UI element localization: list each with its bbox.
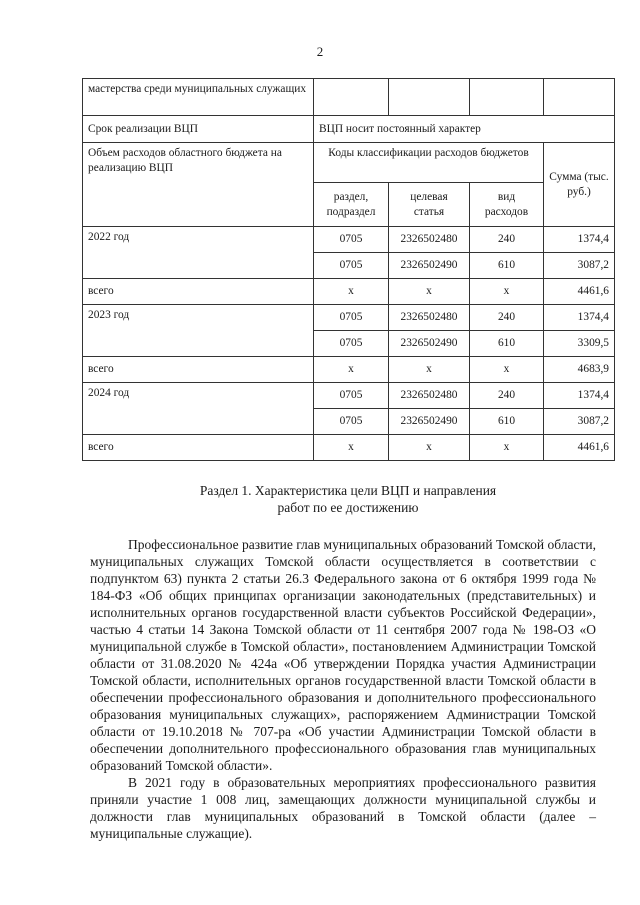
paragraph-text: Профессиональное развитие глав муниципальных образований Томской области, муниципальных служащих Томской области осуществляется в соответствии с подпунктом 63) пункта 2 статьи 26.3 Федерального закона от 6 октября 1999 года № 184-ФЗ «Об общих принципах организации законодательных (представительных) и исполнительных органов государственной власти субъектов Российской Федерации», частью 4 статьи 14 Закона Томской области от 11 сентября 2007 года № 198-ОЗ «О муниципальной службе в Томской области», постановлением Администрации Томской области от 31.08.2020 № 424а «Об утверждении Порядка участия Администрации Томской области, исполнительных органов государственной власти Томской области в обеспечении профессионального образования и дополнительного профессионального образования муниципальных служащих», распоряжением Администрации Томской области от 19.10.2018 № 707-ра «Об участии Администрации Томской области в обеспечении дополнительного профессионального образования глав муниципальных образований Томской области». xyxy=(90,537,596,773)
type-code: 240 xyxy=(470,227,544,253)
year-label: 2023 год xyxy=(83,305,314,357)
paragraph-text: В 2021 году в образовательных мероприятиях профессионального развития приняли участие 1 008 лиц, замещающих должности муниципальной службы и должности глав муниципальных образований в Томской области (далее – муниципальные служащие). xyxy=(90,775,596,841)
sum-value: 4461,6 xyxy=(544,435,615,461)
total-label: всего xyxy=(83,357,314,383)
target-code: 2326502480 xyxy=(389,305,470,331)
table-row xyxy=(83,227,615,253)
type-code: 240 xyxy=(470,305,544,331)
page-number: 2 xyxy=(316,44,324,59)
type-code: х xyxy=(470,435,544,461)
body-paragraph xyxy=(90,774,596,842)
table-row-term xyxy=(83,116,615,143)
continued-text: мастерства среди муниципальных служащих xyxy=(83,79,314,116)
table-row xyxy=(83,383,615,409)
section-code: 0705 xyxy=(314,409,389,435)
sum-value: 1374,4 xyxy=(544,305,615,331)
budget-table xyxy=(82,78,615,461)
type-code: 610 xyxy=(470,331,544,357)
section-code: 0705 xyxy=(314,383,389,409)
target-code: 2326502490 xyxy=(389,253,470,279)
volume-label: Объем расходов областного бюджета на реализацию ВЦП xyxy=(83,143,314,227)
sum-value: 1374,4 xyxy=(544,227,615,253)
table-row xyxy=(83,305,615,331)
section-code: 0705 xyxy=(314,227,389,253)
sum-value: 4461,6 xyxy=(544,279,615,305)
type-col-header: вид расходов xyxy=(470,183,544,227)
type-code: 240 xyxy=(470,383,544,409)
sum-value: 3309,5 xyxy=(544,331,615,357)
target-col-header: целевая статья xyxy=(389,183,470,227)
sum-value: 3087,2 xyxy=(544,253,615,279)
section-heading-line2: работ по ее достижению xyxy=(277,500,419,515)
codes-header: Коды классификации расходов бюджетов xyxy=(314,143,544,183)
sum-value: 4683,9 xyxy=(544,357,615,383)
year-label: 2024 год xyxy=(83,383,314,435)
sum-value: 1374,4 xyxy=(544,383,615,409)
target-code: х xyxy=(389,279,470,305)
section-heading-line1: Раздел 1. Характеристика цели ВЦП и направления xyxy=(199,483,497,498)
sum-value: 3087,2 xyxy=(544,409,615,435)
section-code: 0705 xyxy=(314,253,389,279)
sum-header: Сумма (тыс. руб.) xyxy=(544,143,615,227)
section-code: х xyxy=(314,279,389,305)
total-label: всего xyxy=(83,279,314,305)
section-code: х xyxy=(314,435,389,461)
type-code: х xyxy=(470,279,544,305)
target-code: 2326502480 xyxy=(389,383,470,409)
table-row-total xyxy=(83,279,615,305)
table-row-continued xyxy=(83,79,615,116)
section-code: х xyxy=(314,357,389,383)
table-row-total xyxy=(83,435,615,461)
type-code: 610 xyxy=(470,409,544,435)
year-label: 2022 год xyxy=(83,227,314,279)
total-label: всего xyxy=(83,435,314,461)
target-code: 2326502490 xyxy=(389,409,470,435)
table-header-row xyxy=(83,143,615,183)
table-row-total xyxy=(83,357,615,383)
body-paragraph xyxy=(90,536,596,774)
target-code: 2326502490 xyxy=(389,331,470,357)
section-code: 0705 xyxy=(314,305,389,331)
term-label: Срок реализации ВЦП xyxy=(83,116,314,143)
section-code: 0705 xyxy=(314,331,389,357)
target-code: 2326502480 xyxy=(389,227,470,253)
section-heading xyxy=(82,482,614,516)
target-code: х xyxy=(389,435,470,461)
type-code: х xyxy=(470,357,544,383)
section-col-header: раздел, подраздел xyxy=(314,183,389,227)
type-code: 610 xyxy=(470,253,544,279)
term-value: ВЦП носит постоянный характер xyxy=(314,116,615,143)
target-code: х xyxy=(389,357,470,383)
